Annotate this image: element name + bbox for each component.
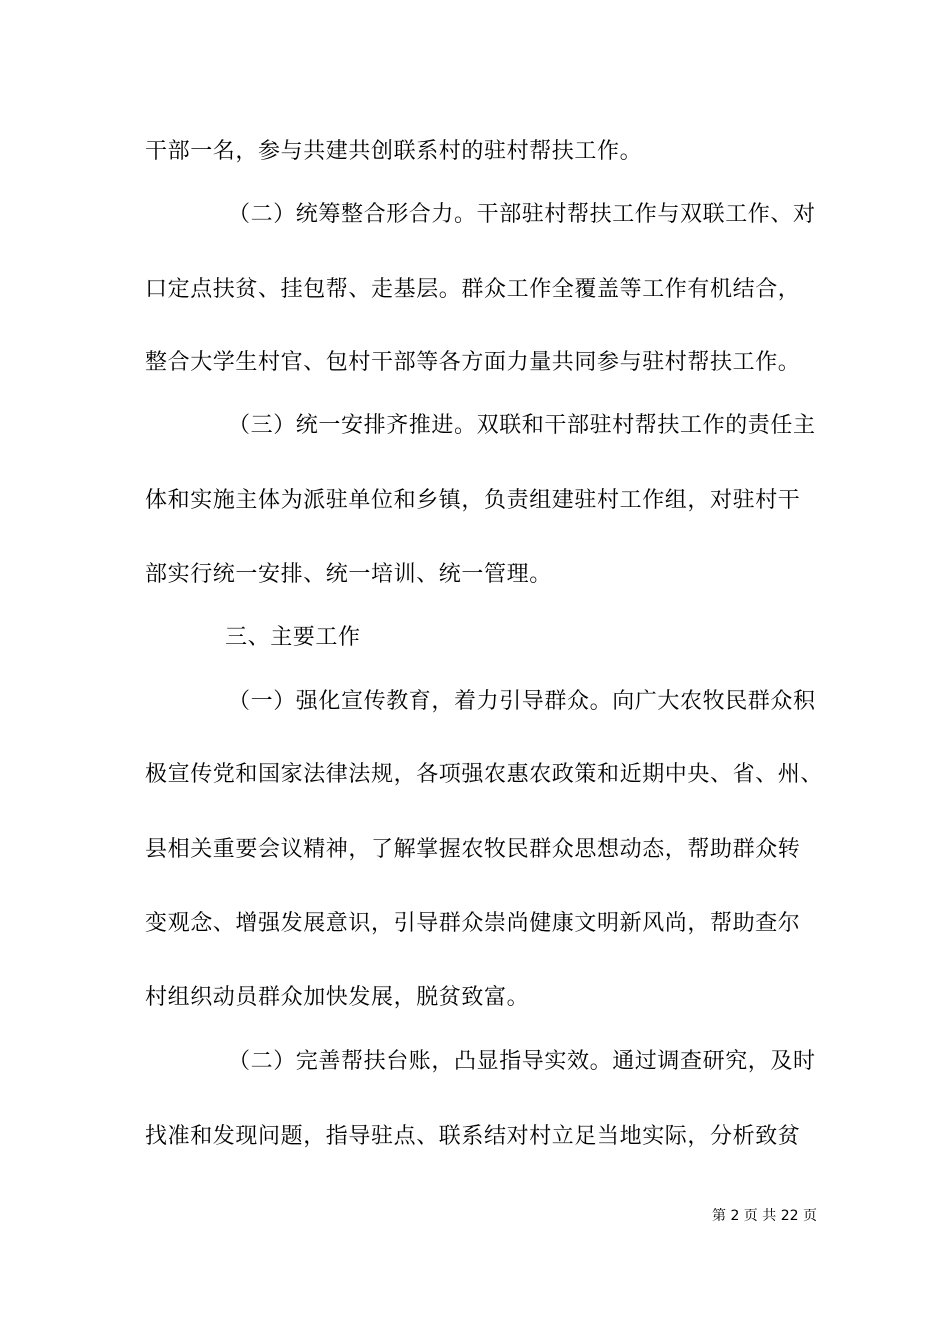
body-line-6: 体和实施主体为派驻单位和乡镇，负责组建驻村工作组，对驻村干 [145, 488, 801, 513]
body-line-12: 变观念、增强发展意识，引导群众崇尚健康文明新风尚，帮助查尔 [145, 911, 801, 936]
paragraph-2-2-start: （二）统筹整合形合力。干部驻村帮扶工作与双联工作、对 [228, 202, 816, 227]
body-line-15: 找准和发现问题，指导驻点、联系结对村立足当地实际，分析致贫 [145, 1124, 801, 1149]
body-line-10: 极宣传党和国家法律法规，各项强农惠农政策和近期中央、省、州、 [145, 762, 824, 787]
body-line-3: 口定点扶贫、挂包帮、走基层。群众工作全覆盖等工作有机结合， [145, 277, 801, 302]
body-line-13: 村组织动员群众加快发展，脱贫致富。 [145, 985, 530, 1010]
paragraph-3-1-start: （一）强化宣传教育，着力引导群众。向广大农牧民群众积 [228, 689, 816, 714]
body-line-7: 部实行统一安排、统一培训、统一管理。 [145, 562, 552, 587]
section-heading-3: 三、主要工作 [225, 625, 361, 650]
body-line-11: 县相关重要会议精神，了解掌握农牧民群众思想动态，帮助群众转 [145, 837, 801, 862]
body-line-4: 整合大学生村官、包村干部等各方面力量共同参与驻村帮扶工作。 [145, 350, 801, 375]
paragraph-2-3-start: （三）统一安排齐推进。双联和干部驻村帮扶工作的责任主 [228, 413, 816, 438]
page-number-footer: 第 2 页 共 22 页 [712, 1208, 817, 1224]
paragraph-3-2-start: （二）完善帮扶台账，凸显指导实效。通过调查研究，及时 [228, 1049, 816, 1074]
body-line-1: 干部一名，参与共建共创联系村的驻村帮扶工作。 [145, 139, 643, 164]
